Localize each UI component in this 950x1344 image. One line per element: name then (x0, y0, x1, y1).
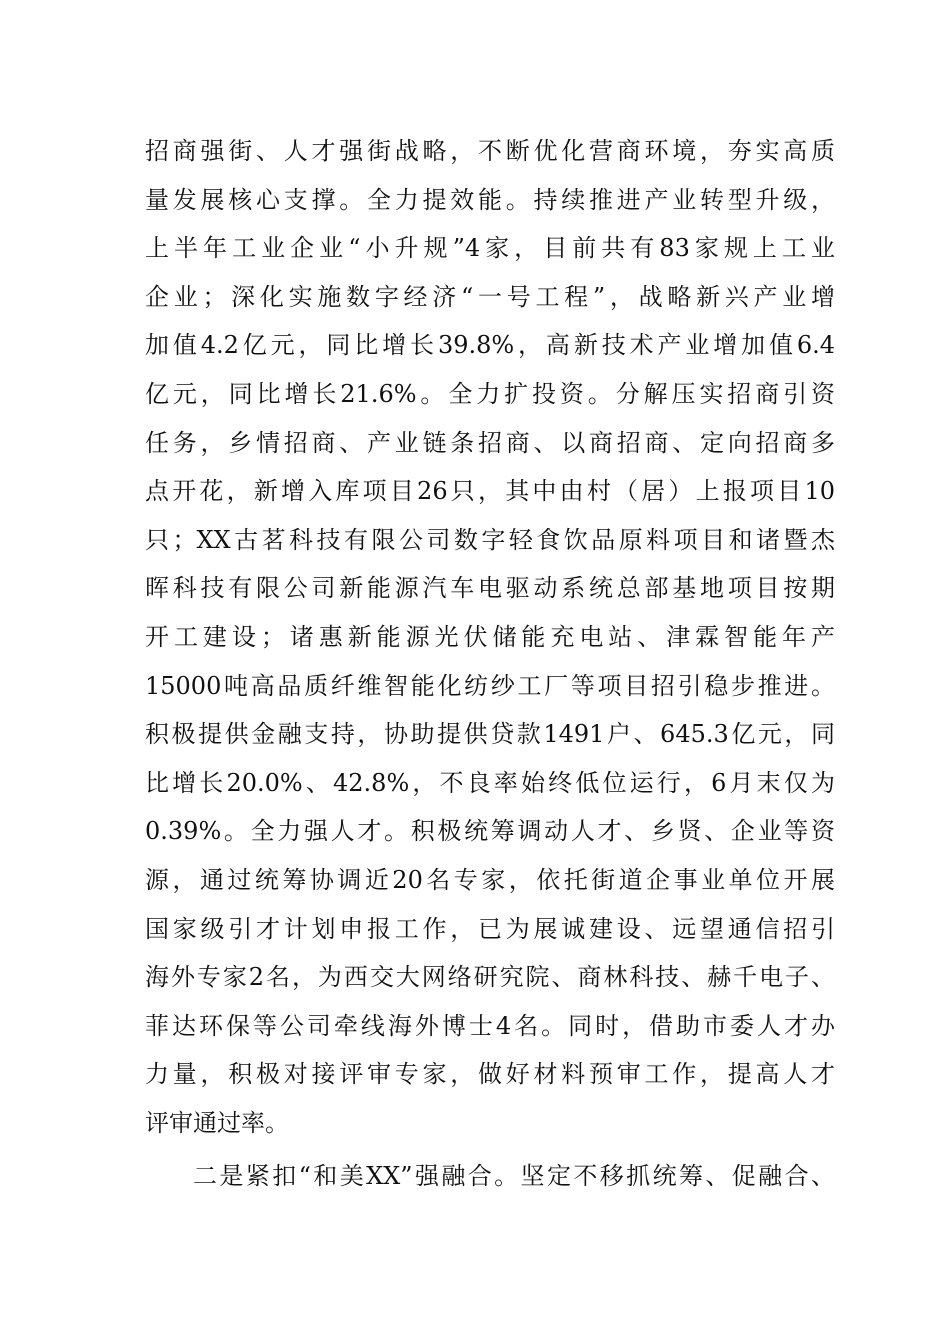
text-line-7: 任务，乡情招商、产业链条招商、以商招商、定向招商多 (145, 428, 835, 457)
text-line-10: 晖科技有限公司新能源汽车电驱动系统总部基地项目按期 (145, 574, 835, 603)
body-text (145, 127, 835, 1201)
text-line-15: 0.39%。全力强人才。积极统筹调动人才、乡贤、企业等资 (145, 817, 835, 846)
text-line-17: 国家级引才计划申报工作，已为展诚建设、远望通信招引 (145, 914, 835, 943)
text-line-11: 开工建设；诸惠新能源光伏储能充电站、津霖智能年产 (145, 622, 835, 651)
text-line-19: 菲达环保等公司牵线海外博士4名。同时，借助市委人才办 (145, 1011, 835, 1040)
text-line-12: 15000吨高品质纤维智能化纺纱工厂等项目招引稳步推进。 (145, 671, 835, 700)
text-line-18: 海外专家2名，为西交大网络研究院、商林科技、赫千电子、 (145, 963, 835, 992)
text-line-4: 企业；深化实施数字经济“一号工程”，战略新兴产业增 (145, 282, 835, 311)
text-line-14: 比增长20.0%、42.8%，不良率始终低位运行，6月末仅为 (145, 768, 835, 797)
text-line-3: 上半年工业企业“小升规”4家，目前共有83家规上工业 (145, 234, 835, 263)
text-line-9: 只；XX古茗科技有限公司数字轻食饮品原料项目和诸暨杰 (145, 525, 835, 554)
text-line-8: 点开花，新增入库项目26只，其中由村（居）上报项目10 (145, 477, 835, 506)
text-line-16: 源，通过统筹协调近20名专家，依托街道企事业单位开展 (145, 865, 835, 894)
text-line-6: 亿元，同比增长21.6%。全力扩投资。分解压实招商引资 (145, 379, 835, 408)
text-line-20: 力量，积极对接评审专家，做好材料预审工作，提高人才 (145, 1060, 835, 1089)
text-line-1: 招商强街、人才强街战略，不断优化营商环境，夯实高质 (145, 137, 835, 165)
text-line-5: 加值4.2亿元，同比增长39.8%，高新技术产业增加值6.4 (145, 331, 835, 360)
text-line-13: 积极提供金融支持，协助提供贷款1491户、645.3亿元，同 (145, 720, 835, 749)
paragraph-start-line: 二是紧扣“和美XX”强融合。坚定不移抓统筹、促融合、 (193, 1162, 835, 1191)
text-line-21: 评审通过率。 (145, 1108, 289, 1137)
text-line-2: 量发展核心支撑。全力提效能。持续推进产业转型升级， (145, 185, 835, 214)
